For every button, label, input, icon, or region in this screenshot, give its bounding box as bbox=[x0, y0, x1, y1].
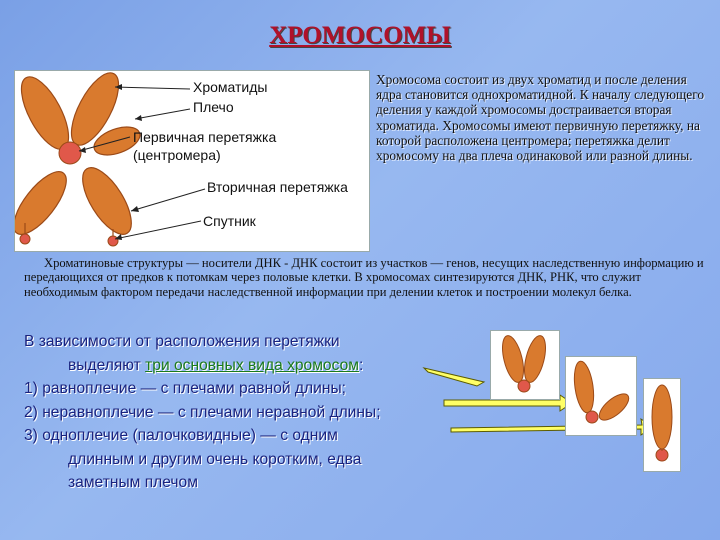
types-link[interactable]: три основных вида хромосом bbox=[145, 356, 359, 374]
thumb-equal-arms bbox=[490, 330, 560, 400]
type-item-2: 2) неравноплечие — с плечами неравной длины; bbox=[24, 403, 381, 421]
label-chromatids: Хроматиды bbox=[193, 79, 268, 95]
types-intro-suffix: : bbox=[358, 356, 364, 374]
label-satellite: Спутник bbox=[203, 213, 256, 229]
type-item-1: 1) равноплечие — с плечами равной длины; bbox=[24, 380, 346, 397]
label-arm: Плечо bbox=[193, 99, 234, 115]
label-primary-constriction: Первичная перетяжка bbox=[133, 129, 277, 145]
type-item-3a: 3) одноплечие (палочковидные) — с одним bbox=[24, 427, 338, 444]
types-intro-line1: В зависимости от расположения перетяжки bbox=[24, 333, 340, 350]
arrow-1 bbox=[424, 368, 484, 386]
thumb-single-arm bbox=[643, 378, 681, 472]
chromatin-paragraph: Хроматиновые структуры — носители ДНК - ДНК состоит из участков — генов, несущих наследственную информацию и передающихся от предков к потомкам через половые клетки. В хромосомах синтезируются ДНК, РНК, что служит необходимым фактором передачи наследственной информации при делении клеток и построении молекул белка. bbox=[24, 256, 704, 299]
thumb-unequal-arms bbox=[565, 356, 637, 436]
type-item-3c: заметным плечом bbox=[68, 474, 198, 491]
description-text: Хромосома состоит из двух хроматид и после деления ядра становится однохроматидной. К началу следующего деления у каждой хромосомы достраивается вторая хроматида. Хромосомы имеют первичную перетяжку, на которой расположена центромера; перетяжка делит хромосому на два плеча одинаковой или разной длины. bbox=[376, 72, 705, 164]
label-centromere: (центромера) bbox=[133, 147, 221, 163]
page-title: ХРОМОСОМЫ bbox=[269, 22, 451, 49]
label-secondary-constriction: Вторичная перетяжка bbox=[207, 179, 348, 195]
type-item-3b: длинным и другим очень коротким, едва bbox=[68, 450, 362, 468]
types-intro-prefix: выделяют bbox=[68, 356, 146, 374]
